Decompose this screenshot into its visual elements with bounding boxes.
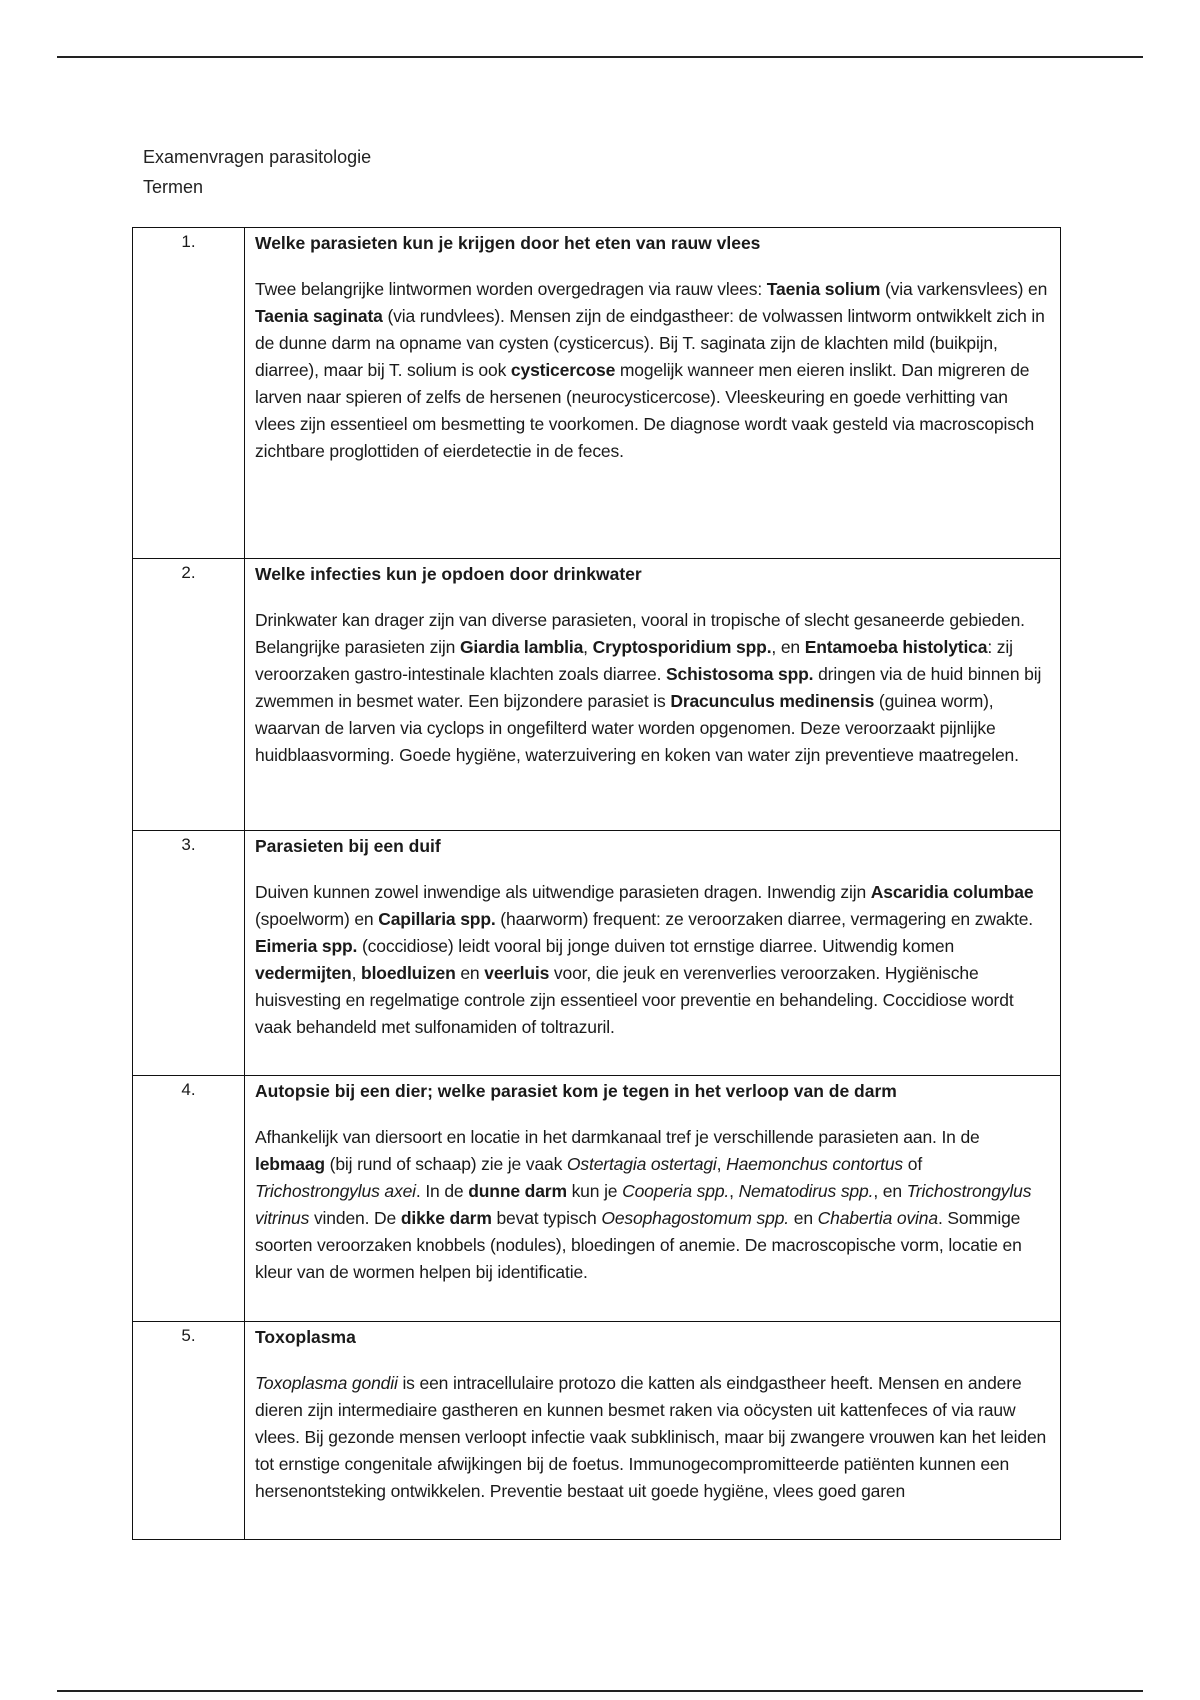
answer-segment: , (716, 1154, 727, 1174)
answer-segment: (haarworm) frequent: ze veroorzaken diarree, vermagering en zwakte. (495, 909, 1034, 929)
answer-term-bold: cysticercose (510, 360, 616, 380)
question-title: Autopsie bij een dier; welke parasiet kom je tegen in het verloop van de darm (255, 1081, 897, 1101)
answer-term-bold: Dracunculus medinensis (670, 691, 875, 711)
answer-segment: bevat typisch (491, 1208, 602, 1228)
answer-term-bold: dunne darm (468, 1181, 567, 1201)
question-cell (245, 1076, 1061, 1322)
question-title: Welke parasieten kun je krijgen door het eten van rauw vlees (255, 233, 761, 253)
answer-segment: , (583, 637, 593, 657)
answer-term-bold: lebmaag (255, 1154, 325, 1174)
exam-questions-table (132, 227, 1061, 1540)
answer-term-bold: Taenia solium (766, 279, 881, 299)
answer-segment: Duiven kunnen zowel inwendige als uitwendige parasieten dragen. Inwendig zijn (255, 882, 871, 902)
answer-segment: Twee belangrijke lintwormen worden overgedragen via rauw vlees: (255, 279, 767, 299)
answer-term-bold: Cryptosporidium spp. (592, 637, 772, 657)
table-row (133, 1076, 1061, 1322)
answer-segment: , en (771, 637, 805, 657)
answer-term-bold: bloedluizen (361, 963, 456, 983)
question-title: Welke infecties kun je opdoen door drinkwater (255, 564, 642, 584)
answer-segment: of (903, 1154, 923, 1174)
answer-segment: Drinkwater kan drager zijn van diverse parasieten, vooral in tropische of slecht gesaneerde gebieden. Belangrijke parasieten zijn (255, 610, 1025, 657)
question-cell (245, 831, 1061, 1076)
answer-segment: dringen via de huid binnen bij zwemmen in besmet water. Een bijzondere parasiet is (255, 664, 1042, 711)
answer-text (255, 1370, 1050, 1505)
table-row (133, 831, 1061, 1076)
answer-term-italic: Trichostrongylus vitrinus (255, 1181, 1032, 1228)
top-rule (57, 56, 1143, 58)
table-row (133, 559, 1061, 831)
answer-segment: is een intracellulaire protozo die katten als eindgastheer heeft. Mensen en andere dieren zijn intermediaire gastheren en kunnen besmet raken via oöcysten uit kattenfeces of via rauw vlees. Bij gezonde mensen verloopt infectie vaak subklinisch, maar bij zwangere vrouwen kan het leiden tot ernstige congenitale afwijkingen bij de foetus. Immunogecompromitteerde patiënten kunnen een hersenontsteking ontwikkelen. Preventie bestaat uit goede hygiëne, vlees goed garen (255, 1373, 1047, 1501)
answer-term-bold: vedermijten (255, 963, 352, 983)
answer-term-italic: Cooperia spp. (622, 1181, 730, 1201)
question-number: 1. (133, 228, 245, 559)
answer-segment: en (455, 963, 485, 983)
answer-segment: Afhankelijk van diersoort en locatie in het darmkanaal tref je verschillende parasieten aan. In de (255, 1127, 980, 1147)
answer-term-bold: dikke darm (400, 1208, 492, 1228)
answer-segment: (bij rund of schaap) zie je vaak (324, 1154, 567, 1174)
answer-segment: , (729, 1181, 739, 1201)
answer-term-italic: Nematodirus spp. (738, 1181, 874, 1201)
answer-segment: (via varkensvlees) en (880, 279, 1048, 299)
answer-term-bold: Entamoeba histolytica (804, 637, 988, 657)
answer-segment: kun je (566, 1181, 623, 1201)
answer-term-italic: Ostertagia ostertagi (566, 1154, 717, 1174)
question-number: 3. (133, 831, 245, 1076)
answer-text (255, 607, 1050, 769)
document-title: Examenvragen parasitologie (143, 147, 372, 167)
answer-text (255, 1124, 1050, 1286)
answer-segment: (guinea worm), waarvan de larven via cyclops in ongefilterd water worden opgenomen. Deze veroorzaakt pijnlijke huidblaasvorming. Goede hygiëne, waterzuivering en koken van water zijn preventieve maatregelen. (255, 691, 1019, 765)
answer-segment: . In de (415, 1181, 469, 1201)
answer-term-italic: Haemonchus contortus (726, 1154, 904, 1174)
document-subtitle: Termen (143, 177, 204, 197)
answer-term-bold: Eimeria spp. (255, 936, 358, 956)
answer-term-bold: Schistosoma spp. (666, 664, 814, 684)
answer-text (255, 879, 1050, 1041)
answer-term-italic: Toxoplasma gondii (255, 1373, 398, 1393)
question-number: 4. (133, 1076, 245, 1322)
question-cell (245, 559, 1061, 831)
question-cell (245, 228, 1061, 559)
answer-segment: en (789, 1208, 818, 1228)
answer-segment: , (351, 963, 362, 983)
answer-term-italic: Oesophagostomum spp. (601, 1208, 790, 1228)
question-number: 5. (133, 1322, 245, 1540)
answer-term-bold: Capillaria spp. (378, 909, 496, 929)
table-row (133, 1322, 1061, 1540)
question-number: 2. (133, 559, 245, 831)
answer-segment: vinden. De (309, 1208, 401, 1228)
answer-term-italic: Trichostrongylus axei (255, 1181, 416, 1201)
answer-segment: (spoelworm) en (255, 909, 379, 929)
answer-term-bold: Ascaridia columbae (870, 882, 1034, 902)
question-title: Toxoplasma (255, 1327, 356, 1347)
answer-segment: . Sommige soorten veroorzaken knobbels (nodules), bloedingen of anemie. De macroscopische vorm, locatie en kleur van de wormen helpen bij identificatie. (255, 1208, 1022, 1282)
question-cell (245, 1322, 1061, 1540)
bottom-rule (57, 1690, 1143, 1692)
answer-segment: (coccidiose) leidt vooral bij jonge duiven tot ernstige diarree. Uitwendig komen (357, 936, 955, 956)
answer-segment: voor, die jeuk en verenverlies veroorzaken. Hygiënische huisvesting en regelmatige controle zijn essentieel voor preventie en behandeling. Coccidiose wordt vaak behandeld met sulfonamiden of toltrazuril. (255, 963, 1014, 1037)
answer-segment: mogelijk wanneer men eieren inslikt. Dan migreren de larven naar spieren of zelfs de hersenen (neurocysticercose). Vleeskeuring en goede verhitting van vlees zijn essentieel om besmetting te voorkomen. De diagnose wordt vaak gesteld via macroscopisch zichtbare proglottiden of eierdetectie in de feces. (255, 360, 1035, 461)
answer-segment: : zij veroorzaken gastro-intestinale klachten zoals diarree. (255, 637, 1013, 684)
question-title: Parasieten bij een duif (255, 836, 441, 856)
answer-term-italic: Chabertia ovina (817, 1208, 938, 1228)
answer-term-bold: veerluis (484, 963, 550, 983)
table-row (133, 228, 1061, 559)
answer-term-bold: Taenia saginata (255, 306, 383, 326)
answer-text (255, 276, 1050, 465)
answer-term-bold: Giardia lamblia (459, 637, 584, 657)
answer-segment: (via rundvlees). Mensen zijn de eindgastheer: de volwassen lintworm ontwikkelt zich in de dunne darm na opname van cysten (cysticercus). Bij T. saginata zijn de klachten mild (buikpijn, diarree), maar bij T. solium is ook (255, 306, 1045, 380)
answer-segment: , en (873, 1181, 907, 1201)
